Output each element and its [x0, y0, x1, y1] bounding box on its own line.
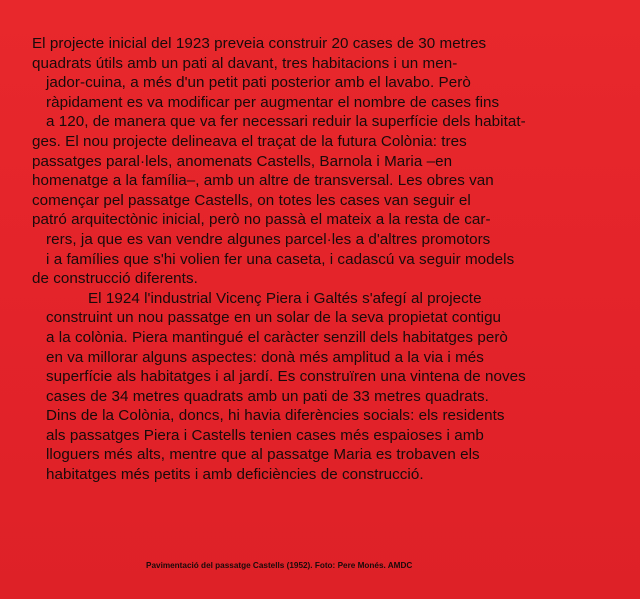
text-line: lloguers més alts, mentre que al passatge Maria es trobaven els	[46, 446, 480, 464]
text-line: en va millorar alguns aspectes: donà més amplitud a la via i més	[46, 348, 484, 366]
text-line: El 1924 l'industrial Vicenç Piera i Galtés s'afegí al projecte	[88, 289, 482, 307]
text-line: a la colònia. Piera mantingué el caràcter senzill dels habitatges però	[46, 328, 508, 346]
text-line: El projecte inicial del 1923 preveia construir 20 cases de 30 metres	[32, 35, 487, 52]
text-line: de construcció diferents.	[32, 270, 198, 288]
body-text	[32, 34, 622, 485]
text-line: als passatges Piera i Castells tenien cases més espaioses i amb	[46, 426, 484, 444]
text-line: passatges paral·lels, anomenats Castells, Barnola i Maria –en	[32, 152, 453, 170]
text-line: patró arquitectònic inicial, però no passà el mateix a la resta de car-	[32, 211, 491, 229]
text-line: quadrats útils amb un pati al davant, tres habitacions i un men-	[32, 54, 458, 72]
text-line: habitatges més petits i amb deficiències de construcció.	[46, 466, 424, 484]
text-line: començar pel passatge Castells, on totes les cases van seguir el	[32, 191, 471, 209]
text-line: construint un nou passatge en un solar de la seva propietat contigu	[46, 309, 502, 327]
text-line: i a famílies que s'hi volien fer una caseta, i cadascú va seguir models	[46, 250, 515, 268]
text-line: homenatge a la família–, amb un altre de transversal. Les obres van	[32, 172, 494, 190]
text-line: ràpidament es va modificar per augmentar el nombre de cases fins	[46, 93, 500, 111]
text-line: jador-cuina, a més d'un petit pati posterior amb el lavabo. Però	[46, 74, 471, 92]
text-line: Dins de la Colònia, doncs, hi havia diferències socials: els residents	[46, 407, 505, 425]
text-line: superfície als habitatges i al jardí. Es construïren una vintena de noves	[46, 368, 526, 386]
text-line: rers, ja que es van vendre algunes parcel·les a d'altres promotors	[46, 230, 491, 248]
text-line: ges. El nou projecte delineava el traçat de la futura Colònia: tres	[32, 132, 467, 150]
photo-caption: Pavimentació del passatge Castells (1952). Foto: Pere Monés. AMDC	[146, 561, 413, 570]
text-line: a 120, de manera que va fer necessari reduir la superfície dels habitat-	[46, 113, 526, 131]
text-line: cases de 34 metres quadrats amb un pati de 33 metres quadrats.	[46, 387, 489, 405]
